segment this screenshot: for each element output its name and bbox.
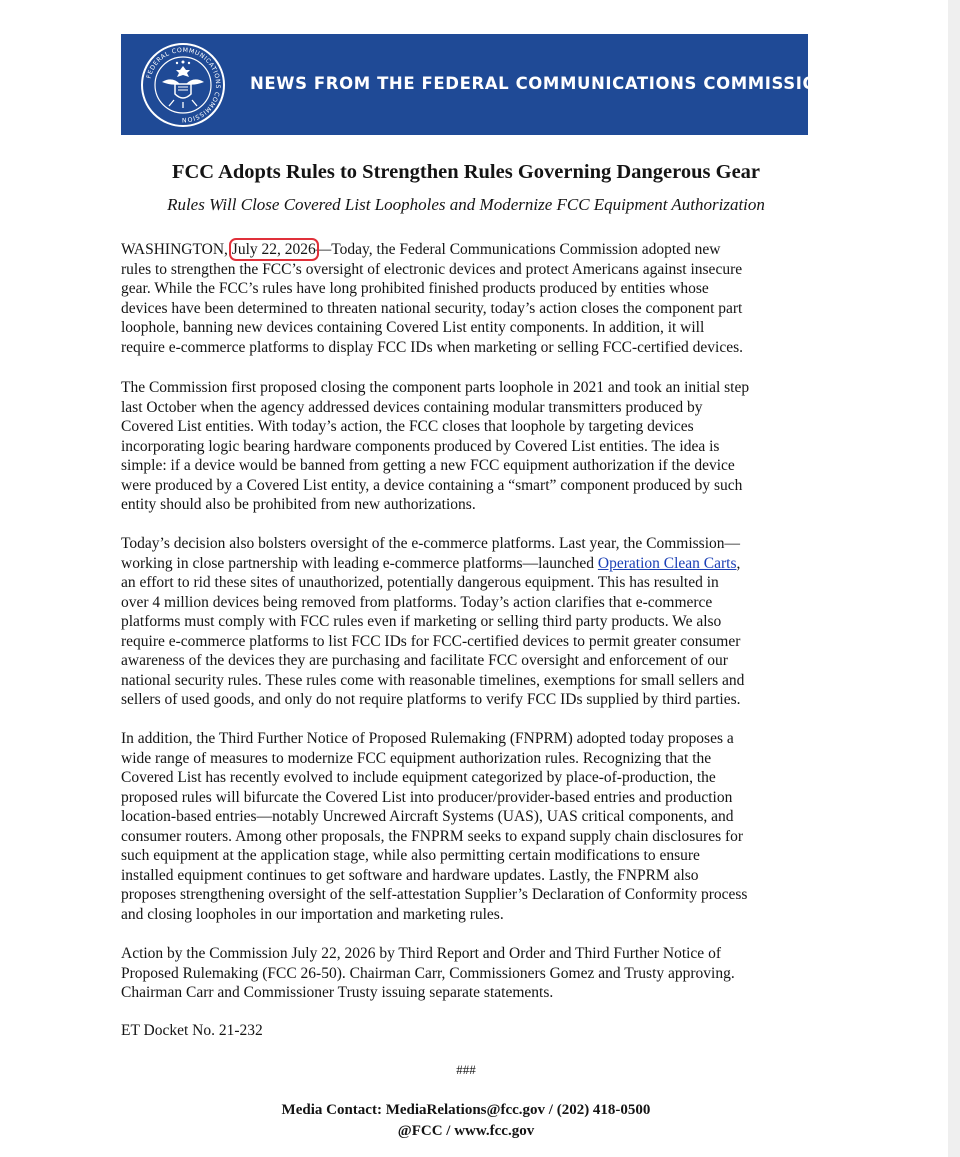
lead-text: —Today, the Federal Communications Commission adopted new [315,241,721,258]
dateline-separator: , [224,241,232,258]
text-line: wide range of measures to modernize FCC equipment authorization rules. Recognizing that the [121,749,712,767]
text-line: last October when the agency addressed devices containing modular transmitters produced by [121,398,703,416]
svg-text:FEDERAL COMMUNICATIONS COMMISS [146,47,221,123]
text-line: devices have been determined to threaten national security, today’s action closes the component part [121,299,743,317]
social-web-line: @FCC / www.fcc.gov [397,1123,535,1139]
seal-text: FEDERAL COMMUNICATIONS COMMISSION [145,46,222,124]
text-line: require e-commerce platforms to list FCC IDs for FCC-certified devices to permit greater consumer [121,632,741,650]
paragraph-3 [121,534,811,710]
text-fragment: , [736,554,741,572]
operation-clean-carts-link[interactable]: Operation Clean Carts [597,554,737,572]
text-line: platforms must comply with FCC rules even if marketing or selling third party products. We also [121,613,722,630]
text-line: Proposed Rulemaking (FCC 26-50). Chairman Carr, Commissioners Gomez and Trusty approving. [121,964,735,982]
text-line: rules to strengthen the FCC’s oversight of electronic devices and protect Americans against insecure [121,260,743,278]
subheadline: Rules Will Close Covered List Loopholes and Modernize FCC Equipment Authorization [167,195,765,214]
text-line: In addition, the Third Further Notice of Proposed Rulemaking (FNPRM) adopted today proposes a [121,730,734,747]
media-contact-line: Media Contact: MediaRelations@fcc.gov / (202) 418-0500 [281,1102,651,1118]
text-line: an effort to rid these sites of unauthorized, potentially dangerous equipment. This has resulted in [121,574,719,591]
text-line: over 4 million devices being removed from platforms. Today’s action clarifies that e-commerce [121,593,713,611]
banner-title: NEWS FROM THE FEDERAL COMMUNICATIONS COMMISSION [250,74,832,93]
dateline: WASHINGTON [121,241,225,258]
fcc-seal-icon [140,42,226,128]
text-line: require e-commerce platforms to display FCC IDs when marketing or selling FCC-certified devices. [121,338,743,356]
text-line: location-based entries—notably Uncrewed Aircraft Systems (UAS), UAS critical components, and [121,808,734,825]
text-line: consumer routers. Among other proposals, the FNPRM seeks to expand supply chain disclosures for [121,827,744,845]
text-line: were produced by a Covered List entity, a device containing a “smart” component produced by such [121,476,743,494]
text-line: national security rules. These rules come with reasonable timelines, exemptions for small sellers and [121,671,745,689]
text-line: incorporating logic bearing hardware components produced by Covered List entities. The idea is [121,437,720,455]
text-line: Today’s decision also bolsters oversight of the e-commerce platforms. Last year, the Commission— [121,535,741,552]
paragraph-1-first-line [121,240,811,260]
text-line: loophole, banning new devices containing Covered List entity components. In addition, it will [121,319,705,336]
text-line: Covered List entities. With today’s action, the FCC closes that loophole by targeting devices [121,418,694,435]
paragraph-2 [121,378,811,515]
text-line: Action by the Commission July 22, 2026 by Third Report and Order and Third Further Notice of [121,945,721,962]
news-banner [121,34,832,135]
text-line: proposes strengthening oversight of the self-attestation Supplier’s Declaration of Conformity process [121,886,748,903]
text-fragment: working in close partnership with leading e-commerce platforms—launched [121,554,598,572]
text-line: entity should also be prohibited from new authorizations. [121,496,476,513]
text-line: such equipment at the application stage, while also permitting certain modifications to ensure [121,847,700,864]
paragraph-5 [121,944,811,1003]
paragraph-1 [121,240,811,357]
paragraph-4 [121,729,811,924]
end-mark: ### [456,1062,476,1077]
paragraph-3-link-line [121,554,811,574]
text-line: awareness of the devices they are purchasing and facilitate FCC oversight and enforcement of our [121,652,728,669]
headline: FCC Adopts Rules to Strengthen Rules Governing Dangerous Gear [171,161,761,183]
text-line: sellers of used goods, and only do not require platforms to verify FCC IDs supplied by third parties. [121,691,741,708]
media-contact [121,1100,811,1142]
text-line: and closing loopholes in our importation and marketing rules. [121,905,504,923]
text-line: proposed rules will bifurcate the Covered List into producer/provider-based entries and production [121,788,733,806]
text-line: The Commission first proposed closing the component parts loophole in 2021 and took an initial step [121,379,750,396]
text-line: Covered List has recently evolved to include equipment categorized by place-of-production, the [121,769,716,786]
page-edge-strip [948,0,960,1157]
text-line: simple: if a device would be banned from getting a new FCC equipment authorization if the device [121,457,735,474]
text-line: gear. While the FCC’s rules have long prohibited finished products produced by entities whose [121,280,709,297]
docket-number: ET Docket No. 21-232 [121,1022,263,1039]
text-line: installed equipment continues to get software and hardware updates. Lastly, the FNPRM also [121,866,699,884]
highlighted-date: July 22, 2026 [231,241,316,258]
text-line: Chairman Carr and Commissioner Trusty issuing separate statements. [121,984,554,1001]
